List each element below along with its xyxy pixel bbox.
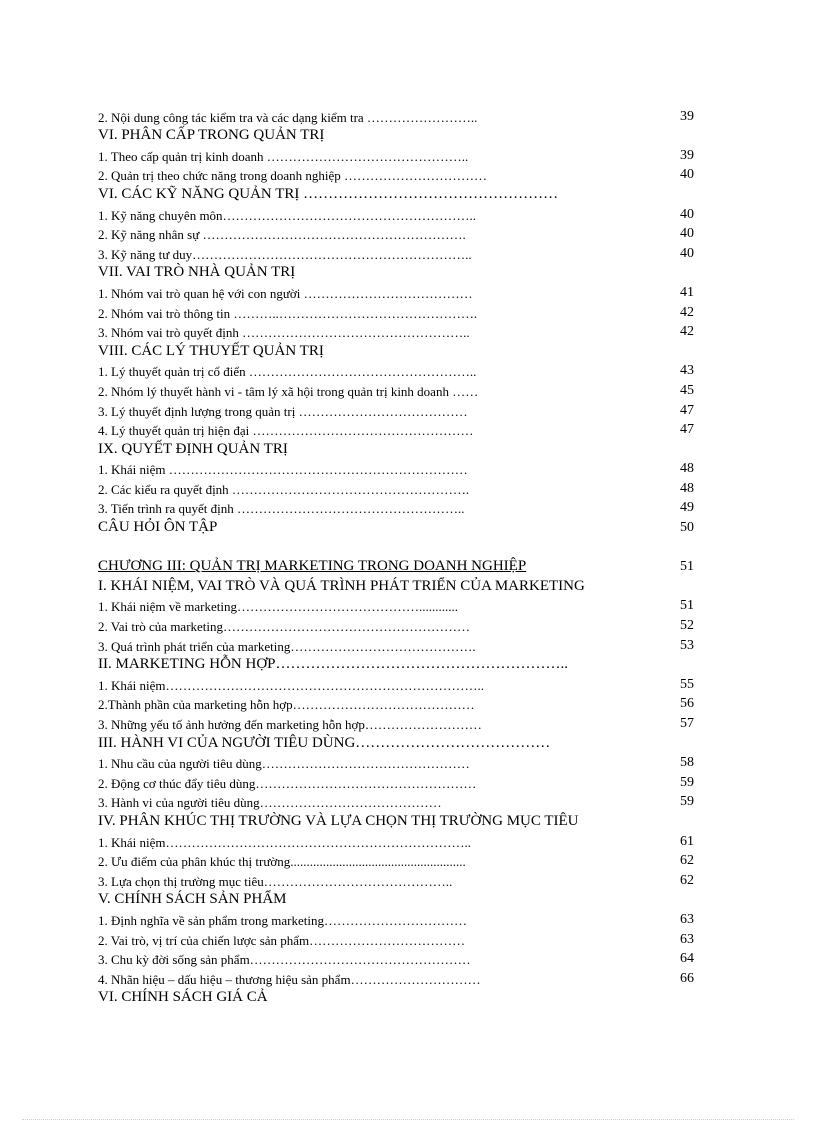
- toc-page-number: 48: [680, 480, 694, 496]
- toc-page-number: 51: [680, 559, 694, 575]
- toc-entry-title: 4. Lý thuyết quản trị hiện đại ……………………………………………: [98, 423, 474, 439]
- toc-page-number: 56: [680, 696, 694, 712]
- toc-entry-title: 3. Chu kỳ đời sống sản phẩm……………………………………………: [98, 952, 471, 968]
- toc-entry: [98, 378, 698, 398]
- toc-entry: [98, 907, 698, 927]
- toc-entry-title: 2. Nội dung công tác kiểm tra và các dạng kiểm tra ……………………..: [98, 109, 478, 125]
- toc-entry-title: 1. Khái niệm về marketing……………………………………............: [98, 599, 458, 615]
- toc-page-number: 40: [680, 206, 694, 222]
- toc-entry-title: 2. Ưu điểm của phân khúc thị trường......................................................: [98, 854, 466, 870]
- toc-section-heading: [98, 986, 698, 1006]
- toc-entry-title: IX. QUYẾT ĐỊNH QUẢN TRỊ: [98, 440, 288, 457]
- toc-spacer: [98, 535, 698, 555]
- toc-page-number: 57: [680, 716, 694, 731]
- toc-entry-title: 1. Nhóm vai trò quan hệ với con người …………………………………: [98, 285, 473, 301]
- toc-entry-title: VII. VAI TRÒ NHÀ QUẢN TRỊ: [98, 264, 296, 281]
- toc-entry-title: 4. Nhãn hiệu – dấu hiệu – thương hiệu sản phẩm…………………………: [98, 971, 481, 987]
- table-of-contents: [98, 104, 698, 1005]
- toc-entry-title: 1. Khái niệm……………………………………………………………..: [98, 834, 472, 850]
- toc-page-number: 59: [680, 794, 694, 810]
- toc-entry: [98, 672, 698, 692]
- toc-entry: [98, 496, 698, 516]
- toc-section-heading: [98, 653, 698, 673]
- toc-entry: [98, 418, 698, 438]
- toc-entry-title: 2. Các kiểu ra quyết định ……………………………………………….: [98, 481, 470, 497]
- toc-page-number: 40: [680, 167, 694, 183]
- toc-entry-title: I. KHÁI NIỆM, VAI TRÒ VÀ QUÁ TRÌNH PHÁT TRIỂN CỦA MARKETING: [98, 577, 585, 594]
- toc-page-number: 45: [680, 382, 694, 398]
- toc-entry: [98, 633, 698, 653]
- toc-entry-title: 2. Quản trị theo chức năng trong doanh nghiệp ……………………………: [98, 168, 488, 184]
- toc-section-heading: [98, 888, 698, 908]
- toc-entry-title: 2. Vai trò của marketing…………………………………………………: [98, 619, 471, 635]
- toc-entry-title: VIII. CÁC LÝ THUYẾT QUẢN TRỊ: [98, 342, 324, 359]
- toc-entry: [98, 829, 698, 849]
- toc-page-number: 62: [680, 853, 694, 869]
- toc-entry-title: 1. Khái niệm ……………………………………………………………: [98, 462, 468, 478]
- toc-entry-title: 3. Lựa chọn thị trường mục tiêu……………………………………..: [98, 873, 453, 889]
- toc-entry: [98, 849, 698, 869]
- toc-page-number: 63: [680, 911, 694, 927]
- toc-entry-title: 2.Thành phần của marketing hỗn hợp……………………………………: [98, 697, 475, 713]
- toc-entry-title: 1. Theo cấp quản trị kinh doanh ………………………………………..: [98, 148, 469, 164]
- toc-entry: [98, 222, 698, 242]
- toc-page-number: 51: [680, 598, 694, 614]
- toc-entry-title: VI. CÁC KỸ NĂNG QUẢN TRỊ ……………………………………………: [98, 185, 559, 202]
- toc-entry: [98, 163, 698, 183]
- toc-entry-title: 1. Định nghĩa về sản phẩm trong marketing……………………………: [98, 912, 468, 928]
- toc-entry: [98, 280, 698, 300]
- chapter-label: CHƯƠNG III:: [98, 558, 186, 575]
- toc-entry: [98, 790, 698, 810]
- toc-entry: [98, 692, 698, 712]
- toc-entry: [98, 947, 698, 967]
- toc-page-number: 42: [680, 324, 694, 340]
- toc-entry: [98, 104, 698, 124]
- toc-entry: [98, 457, 698, 477]
- toc-page-number: 39: [680, 108, 694, 124]
- toc-entry: [98, 711, 698, 731]
- toc-entry-title: 1. Lý thuyết quản trị cổ điển ……………………………………………..: [98, 364, 477, 380]
- toc-entry-title: 3. Lý thuyết định lượng trong quản trị …………………………………: [98, 403, 468, 419]
- toc-section-heading: [98, 261, 698, 281]
- toc-page-number: 43: [680, 363, 694, 379]
- toc-entry: [98, 868, 698, 888]
- toc-chapter-title: [98, 559, 526, 574]
- toc-page-number: 39: [680, 147, 694, 163]
- toc-page-number: 52: [680, 618, 694, 634]
- toc-entry: [98, 398, 698, 418]
- toc-entry-title: 3. Những yếu tố ảnh hưởng đến marketing hỗn hợp………………………: [98, 717, 482, 732]
- toc-entry: [98, 320, 698, 340]
- toc-entry-title: CÂU HỎI ÔN TẬP: [98, 519, 218, 536]
- toc-section-heading: [98, 339, 698, 359]
- toc-page-number: 62: [680, 872, 694, 888]
- toc-page-number: 40: [680, 245, 694, 261]
- toc-page-number: 40: [680, 226, 694, 242]
- toc-section-heading: [98, 437, 698, 457]
- toc-entry: [98, 202, 698, 222]
- toc-chapter-heading: [98, 555, 698, 575]
- toc-entry-title: 2. Động cơ thúc đẩy tiêu dùng……………………………………………: [98, 775, 477, 791]
- toc-section-heading: [98, 182, 698, 202]
- toc-page-number: 47: [680, 422, 694, 438]
- toc-entry: [98, 927, 698, 947]
- toc-entry-title: VI. PHÂN CẤP TRONG QUẢN TRỊ: [98, 127, 325, 144]
- toc-entry: [98, 359, 698, 379]
- toc-page-number: 58: [680, 755, 694, 771]
- toc-entry: [98, 751, 698, 771]
- toc-section-heading: [98, 124, 698, 144]
- toc-entry: [98, 300, 698, 320]
- toc-entry-title: VI. CHÍNH SÁCH GIÁ CẢ: [98, 989, 268, 1006]
- toc-page-number: 66: [680, 970, 694, 986]
- toc-entry-title: III. HÀNH VI CỦA NGƯỜI TIÊU DÙNG…………………………………: [98, 734, 551, 751]
- toc-section-heading: [98, 515, 698, 535]
- toc-page-number: 47: [680, 402, 694, 418]
- toc-page-number: 61: [680, 833, 694, 849]
- toc-entry-title: 3. Hành vi của người tiêu dùng……………………………………: [98, 795, 442, 811]
- toc-entry-title: 2. Vai trò, vị trí của chiến lược sản phẩm………………………………: [98, 932, 466, 948]
- toc-entry: [98, 594, 698, 614]
- toc-page-number: 42: [680, 304, 694, 320]
- toc-page-number: 55: [680, 676, 694, 692]
- toc-entry-title: IV. PHÂN KHÚC THỊ TRƯỜNG VÀ LỰA CHỌN THỊ TRƯỜNG MỤC TIÊU: [98, 812, 579, 829]
- toc-entry-title: 1. Kỹ năng chuyên môn…………………………………………………..: [98, 207, 477, 223]
- toc-page-number: 59: [680, 774, 694, 790]
- toc-page-number: 48: [680, 461, 694, 477]
- toc-entry-title: 3. Kỹ năng tư duy………………………………………………………..: [98, 246, 472, 262]
- toc-entry: [98, 966, 698, 986]
- toc-entry: [98, 476, 698, 496]
- toc-page-number: 53: [680, 637, 694, 653]
- toc-entry-title: 3. Quá trình phát triển của marketing…………………………………….: [98, 638, 476, 654]
- toc-section-heading: [98, 731, 698, 751]
- toc-entry: [98, 241, 698, 261]
- page-bottom-divider: [22, 1119, 794, 1120]
- toc-entry-title: 2. Nhóm vai trò thông tin ………..……………………………………….: [98, 305, 478, 321]
- toc-entry-title: II. MARKETING HỖN HỢP…………………………………………………..: [98, 656, 568, 673]
- toc-entry-title: 1. Nhu cầu của người tiêu dùng…………………………………………: [98, 756, 470, 772]
- toc-page-number: 50: [680, 520, 694, 536]
- toc-page-number: 49: [680, 500, 694, 516]
- chapter-name: QUẢN TRỊ MARKETING TRONG DOANH NGHIỆP: [185, 558, 527, 575]
- toc-entry: [98, 613, 698, 633]
- toc-entry-title: 1. Khái niệm………………………………………………………………..: [98, 677, 485, 693]
- toc-entry: [98, 143, 698, 163]
- toc-entry-title: V. CHÍNH SÁCH SẢN PHẨM: [98, 891, 287, 908]
- toc-entry: [98, 770, 698, 790]
- toc-page-number: 41: [680, 284, 694, 300]
- toc-page-number: 63: [680, 931, 694, 947]
- toc-entry-title: 3. Tiến trình ra quyết định ……………………………………………..: [98, 501, 465, 517]
- toc-section-heading: [98, 809, 698, 829]
- toc-entry-title: 2. Nhóm lý thuyết hành vi - tâm lý xã hội trong quản trị kinh doanh ……: [98, 383, 479, 399]
- toc-page-number: 64: [680, 951, 694, 967]
- toc-entry-title: 3. Nhóm vai trò quyết định ……………………………………………..: [98, 325, 470, 341]
- toc-section-heading: [98, 574, 698, 594]
- toc-entry-title: 2. Kỹ năng nhân sự …………………………………………………….: [98, 227, 466, 243]
